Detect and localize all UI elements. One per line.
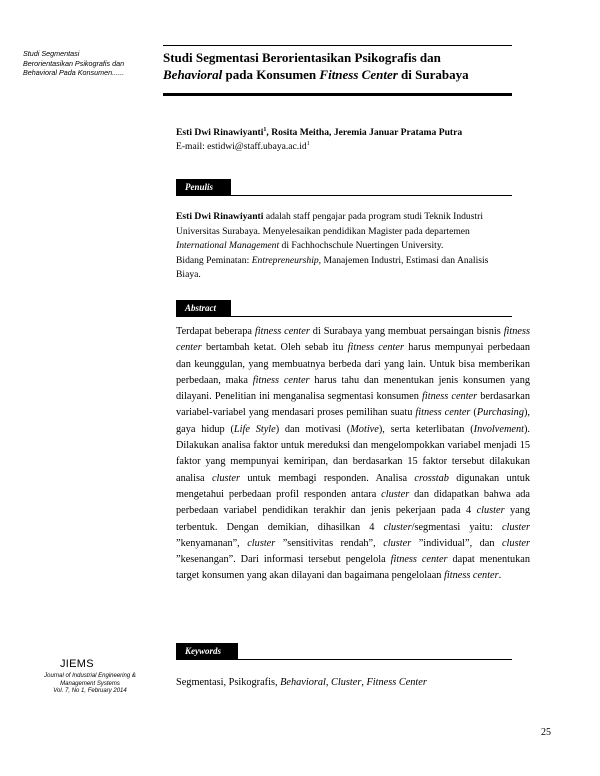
abstract-text: Life Style	[233, 423, 276, 435]
abstract-label: Abstract	[176, 300, 231, 317]
author-rest: , Rosita Meitha, Jeremia Januar Pratama Putra	[266, 127, 463, 138]
title-part: Behavioral	[163, 66, 223, 82]
keyword: Behavioral	[280, 677, 326, 688]
abstract-text: ) dan motivasi (	[275, 423, 351, 435]
abstract-text: di Surabaya yang membuat persaingan bisnis	[309, 326, 504, 337]
paper-title	[163, 50, 523, 83]
keyword: Cluster	[331, 677, 362, 688]
penulis-rule	[176, 195, 512, 196]
abstract-text: fitness center	[254, 326, 310, 337]
bidang-text: Bidang Peminatan:	[176, 254, 252, 266]
title-part: Fitness Center	[319, 66, 398, 82]
abstract-text: cluster	[381, 488, 410, 500]
abstract-text: cluster	[247, 537, 276, 549]
running-header-line: Berorientasikan Psikografis dan	[23, 58, 125, 68]
keyword-separator: ,	[325, 677, 332, 688]
penulis-paragraph	[176, 210, 512, 254]
abstract-text: cluster	[383, 521, 412, 533]
abstract-rule	[176, 316, 512, 317]
abstract-text: ”individual”, dan	[411, 537, 502, 549]
abstract-text: fitness center	[390, 554, 448, 566]
penulis-body	[176, 210, 512, 283]
bidang-paragraph	[176, 254, 512, 283]
bidang-text: Entrepreneurship	[251, 254, 319, 266]
abstract-text: digunakan untuk mengetahui perbedaan profil responden antara	[176, 472, 531, 500]
penulis-text: International Management	[176, 240, 280, 251]
email-text: E-mail: estidwi@staff.ubaya.ac.id	[176, 141, 307, 152]
abstract-text: ”sensitivitas rendah”,	[275, 537, 384, 549]
author-sup: 1	[263, 126, 267, 133]
penulis-name: Esti Dwi Rinawiyanti	[176, 211, 264, 222]
abstract-text: fitness center	[444, 570, 499, 582]
abstract-text: (	[470, 407, 477, 419]
title-rule-top	[163, 45, 512, 46]
title-part: Studi Segmentasi Berorientasikan Psikografis dan	[163, 50, 441, 65]
abstract-text: harus tahu dan menentukan jenis konsumen yang dilayani. Penelitian ini menganalisa segmentasi konsumen	[176, 374, 530, 403]
bidang-text: , Manajemen Industri, Estimasi dan Analisis Biaya.	[176, 254, 489, 280]
author-name: Esti Dwi Rinawiyanti	[176, 127, 264, 138]
abstract-text: cluster	[501, 537, 531, 549]
abstract-text: cluster	[211, 472, 240, 484]
title-part: di Surabaya	[397, 66, 469, 82]
title-part: pada Konsumen	[222, 66, 320, 82]
running-header-line: Behavioral Pada Konsumen......	[23, 68, 125, 78]
penulis-text: adalah staff pengajar pada program studi Teknik Industri Universitas Surabaya. Menyelesaikan pendidikan Magister pada departemen	[176, 211, 483, 237]
keyword: Segmentasi, Psikografis,	[176, 677, 281, 688]
abstract-text: fitness center	[252, 374, 310, 386]
abstract-text: fitness center	[176, 326, 531, 354]
abstract-text: Purchasing	[476, 407, 524, 419]
abstract-body	[176, 324, 530, 585]
penulis-text: di Fachhochschule Nuertingen University.	[279, 240, 444, 251]
abstract-text: Terdapat beberapa	[176, 326, 255, 337]
running-header-line: Studi Segmentasi	[23, 49, 80, 58]
abstract-text: dan didapatkan bahwa ada perbedaan variabel pendidikan terakhir dan jenis pekerjaan pada 4	[176, 488, 530, 517]
abstract-text: fitness center	[347, 342, 404, 354]
abstract-text: bertambah ketat. Oleh sebab itu	[201, 342, 348, 354]
journal-line: Management Systems	[60, 680, 120, 687]
abstract-text: .	[498, 570, 502, 582]
abstract-text: cluster	[501, 521, 530, 533]
abstract-text: dapat menentukan target konsumen yang akan dilayani dan bagaimana pengelolaan	[176, 554, 530, 582]
abstract-text: fitness center	[421, 391, 478, 403]
abstract-text: untuk membagi responden. Analisa	[240, 472, 415, 484]
penulis-label: Penulis	[176, 179, 231, 196]
abstract-text: Involvement	[473, 423, 524, 435]
keyword: Fitness Center	[366, 677, 427, 688]
abstract-text: ”kenyamanan”,	[176, 537, 248, 549]
abstract-text: ”kesenangan”. Dari informasi tersebut pengelola	[176, 554, 391, 566]
abstract-text: harus mempunyai perbedaan dan keunggulan, yang membuatnya berbeda dari yang lain. Untuk bisa memberikan perbedaan, maka	[176, 342, 530, 386]
abstract-text: ), gaya hidup (	[176, 407, 530, 435]
abstract-text: Motive	[350, 423, 379, 435]
journal-name: JIEMS	[60, 658, 94, 670]
authors	[176, 127, 462, 138]
abstract-text: cluster	[383, 537, 412, 549]
abstract-text: cluster	[476, 505, 505, 517]
running-header	[23, 49, 148, 78]
journal-line: Vol. 7, No 1, February 2014	[53, 688, 127, 695]
keyword-separator: ,	[361, 677, 367, 688]
journal-line: Journal of Industrial Engineering &	[44, 673, 136, 679]
abstract-text: /segmentasi yaitu:	[411, 521, 502, 533]
abstract-text: crosstab	[414, 472, 449, 484]
journal-info	[30, 673, 150, 696]
abstract-text: berdasarkan variabel-variabel yang mendasari proses pemilihan suatu	[176, 391, 530, 419]
title-rule-bottom	[163, 93, 512, 96]
email-sup: 1	[306, 140, 310, 147]
abstract-text: yang terbentuk. Dengan demikian, dihasilkan 4	[176, 505, 530, 533]
abstract-text: ), serta keterlibatan (	[378, 423, 474, 435]
email	[176, 141, 310, 152]
keywords-rule	[176, 659, 512, 660]
abstract-text: fitness center	[415, 407, 471, 419]
page-number: 25	[541, 727, 551, 738]
keywords-label: Keywords	[176, 643, 238, 660]
keywords-list	[176, 677, 427, 688]
abstract-text: ). Dilakukan analisa faktor untuk mereduksi dan mengelompokkan variabel menjadi 15 faktor yang mempunyai kemiripan, dan berdasarkan 15 faktor tersebut dilakukan analisa	[176, 423, 530, 484]
